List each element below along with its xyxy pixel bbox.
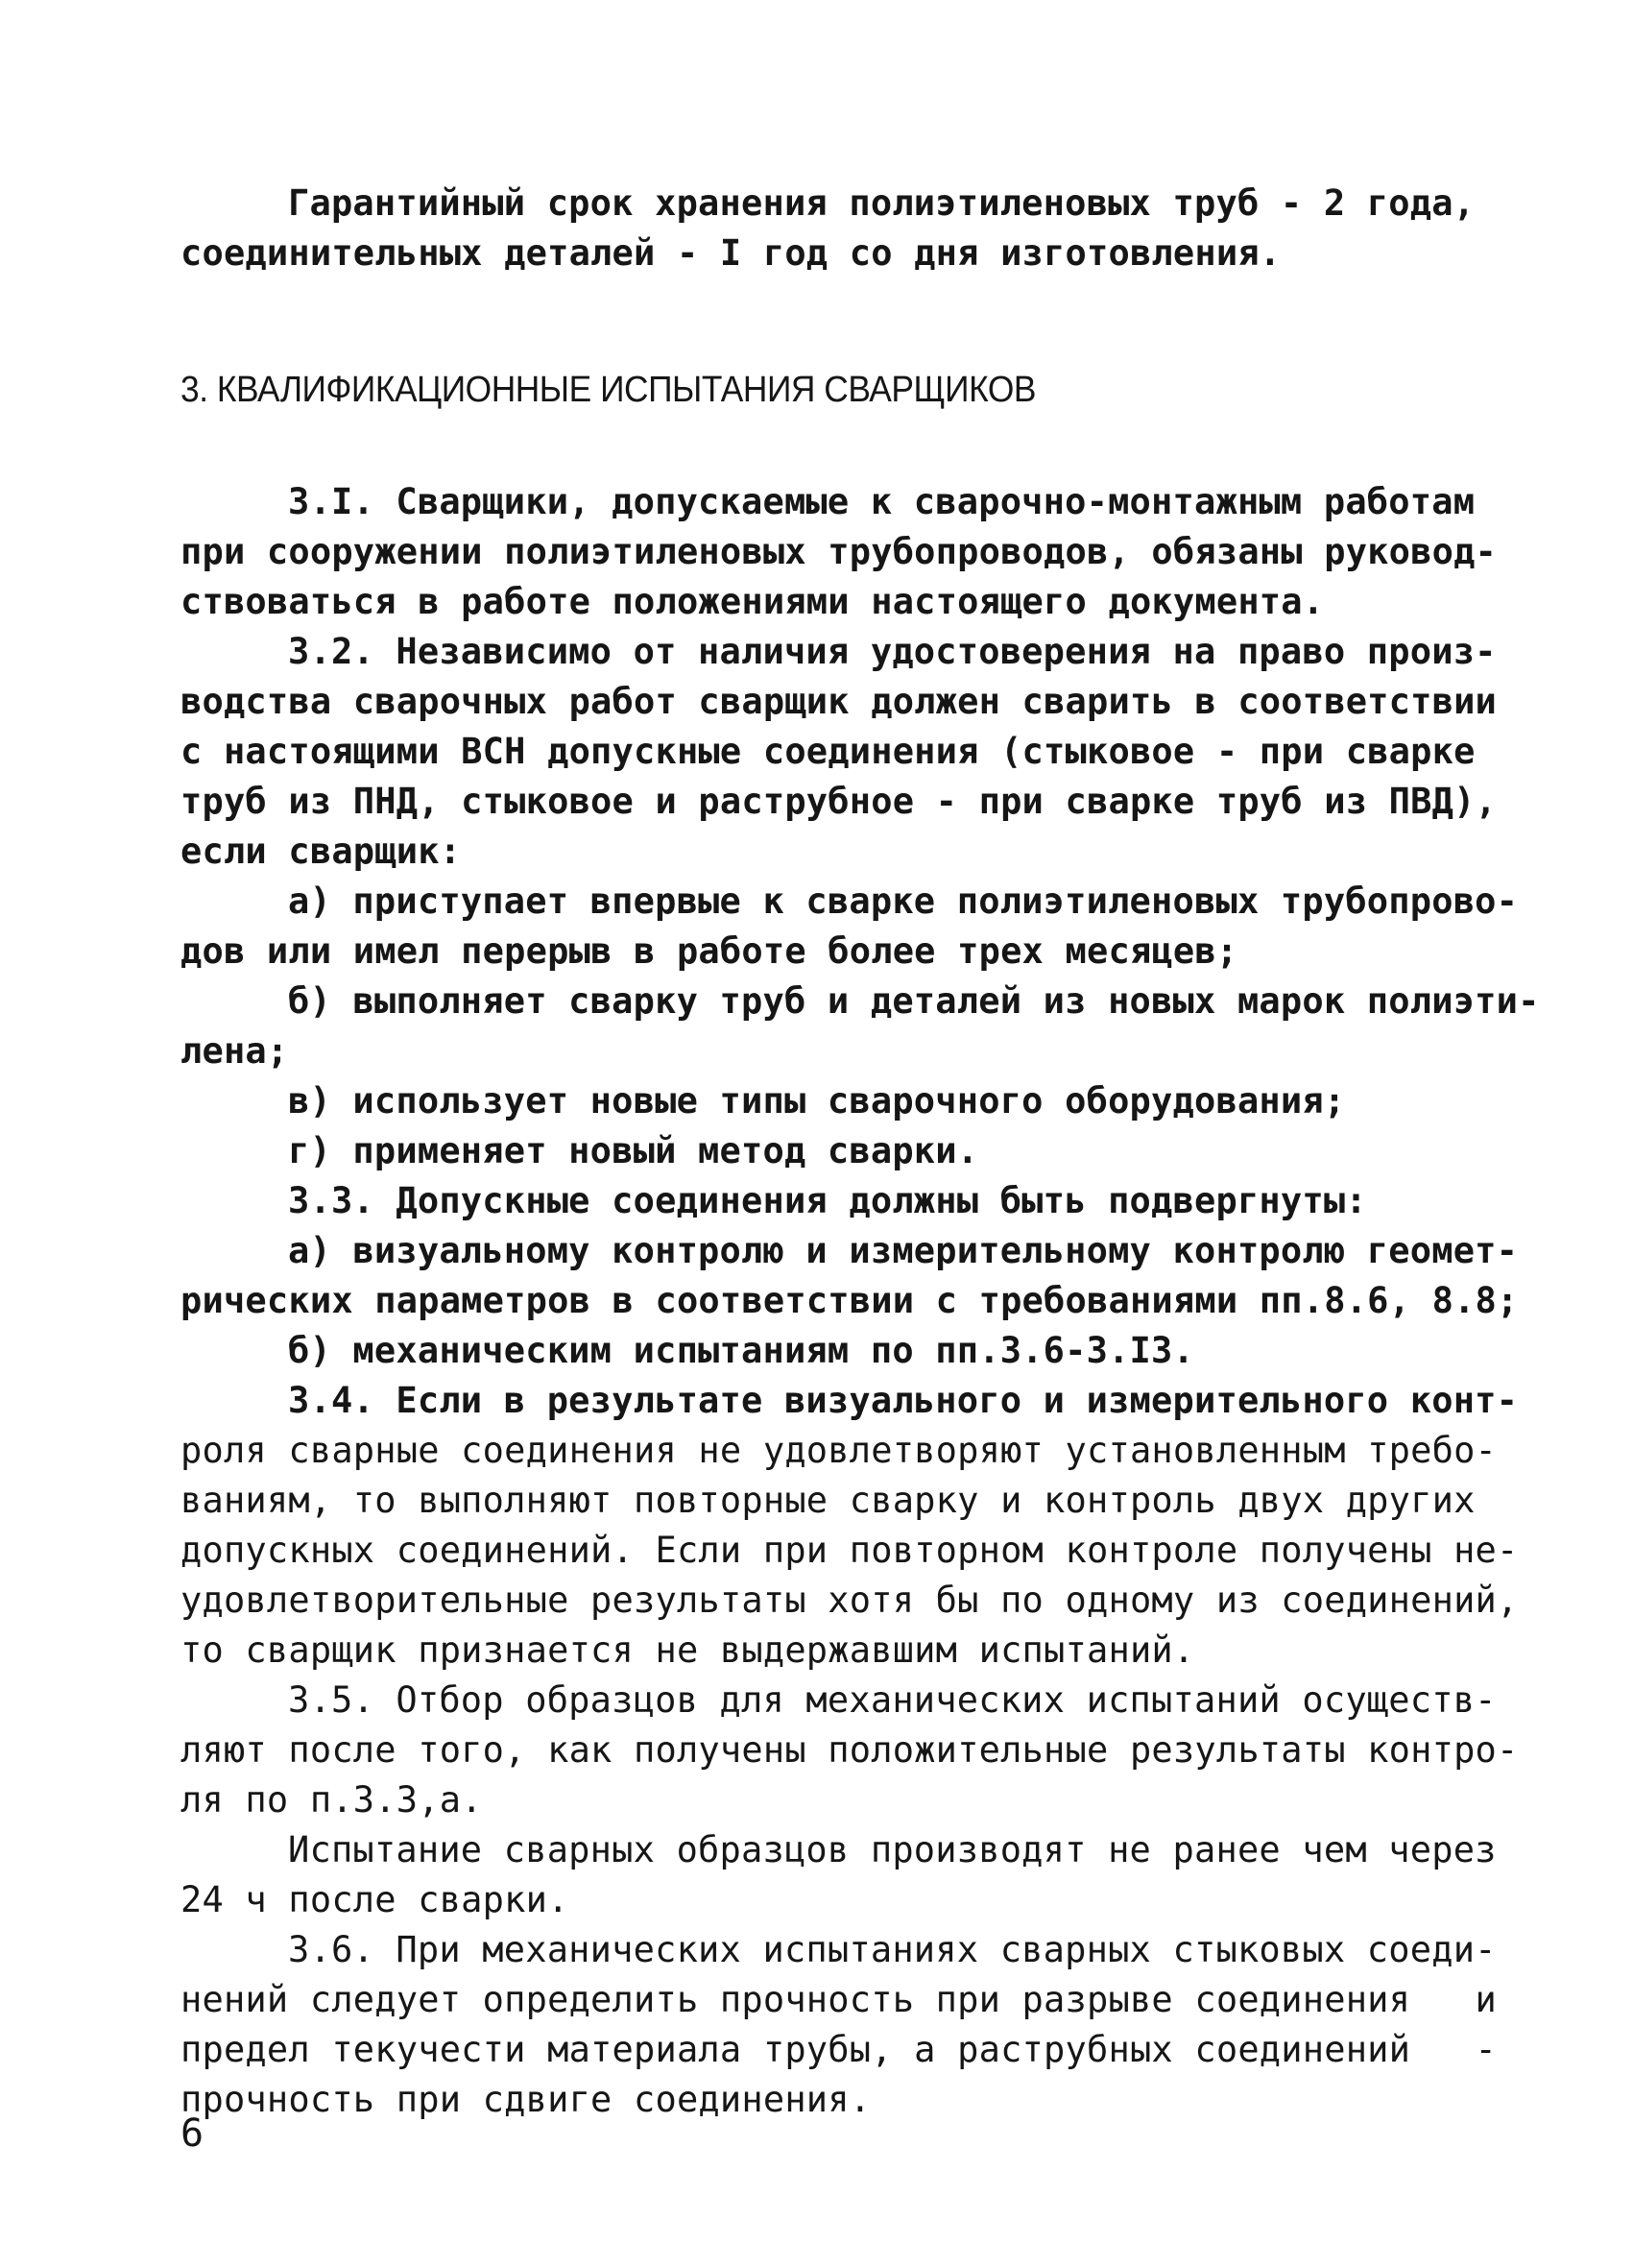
text-line: в) использует новые типы сварочного оборудования;: [288, 1080, 1346, 1122]
guarantee-line-2: соединительных деталей - I год со дня изготовления.: [180, 232, 1282, 274]
text-line: ствоваться в работе положениями настоящего документа.: [180, 581, 1325, 622]
text-line: дов или имел перерыв в работе более трех месяцев;: [180, 930, 1238, 972]
text-line: труб из ПНД, стыковое и раструбное - при сварке труб из ПВД),: [180, 781, 1498, 822]
text-line: б) выполняет сварку труб и деталей из новых марок полиэти-: [288, 980, 1540, 1022]
text-line: допускных соединений. Если при повторном контроле получены не-: [180, 1530, 1519, 1571]
text-line: 3.3. Допускные соединения должны быть подвергнуты:: [288, 1180, 1367, 1221]
guarantee-line-1: Гарантийный срок хранения полиэтиленовых труб - 2 года,: [288, 182, 1476, 224]
text-line: 3.6. При механических испытаниях сварных стыковых соеди-: [288, 1929, 1497, 1970]
text-line: Испытание сварных образцов производят не ранее чем через: [288, 1829, 1497, 1870]
text-line: г) применяет новый метод сварки.: [288, 1130, 979, 1171]
text-line: предел текучести материала трубы, а раструбных соединений -: [180, 2029, 1498, 2070]
text-line: 3.2. Независимо от наличия удостоверения на право произ-: [288, 631, 1497, 672]
text-line: 3.5. Отбор образцов для механических испытаний осуществ-: [288, 1679, 1497, 1721]
text-line: то сварщик признается не выдержавшим испытаний.: [180, 1629, 1195, 1671]
section-heading: 3. КВАЛИФИКАЦИОННЫЕ ИСПЫТАНИЯ СВАРЩИКОВ: [180, 370, 1036, 410]
text-line: ля по п.3.3,а.: [180, 1779, 483, 1821]
text-line: роля сварные соединения не удовлетворяют установленным требо-: [180, 1430, 1498, 1471]
text-line: удовлетворительные результаты хотя бы по одному из соединений,: [180, 1580, 1519, 1621]
text-line: 3.4. Если в результате визуального и измерительного конт-: [288, 1380, 1519, 1421]
text-line: прочность при сдвиге соединения.: [180, 2079, 872, 2120]
text-line: лена;: [180, 1030, 289, 1072]
text-line: при сооружении полиэтиленовых трубопроводов, обязаны руковод-: [180, 531, 1498, 572]
text-line: 24 ч после сварки.: [180, 1879, 569, 1920]
text-line: нений следует определить прочность при разрыве соединения и: [180, 1979, 1498, 2020]
text-line: водства сварочных работ сварщик должен сварить в соответствии: [180, 681, 1498, 722]
text-line: 3.I. Сварщики, допускаемые к сварочно-монтажным работам: [288, 481, 1476, 522]
text-line: ваниям, то выполняют повторные сварку и контроль двух других: [180, 1480, 1476, 1521]
text-line: с настоящими ВСН допускные соединения (стыковое - при сварке: [180, 731, 1476, 772]
text-line: если сварщик:: [180, 831, 462, 872]
text-line: а) визуальному контролю и измерительному контролю геомет-: [288, 1230, 1519, 1271]
text-line: а) приступает впервые к сварке полиэтиленовых трубопрово-: [288, 881, 1519, 922]
text-line: рических параметров в соответствии с требованиями пп.8.6, 8.8;: [180, 1280, 1519, 1321]
text-line: ляют после того, как получены положительные результаты контро-: [180, 1729, 1519, 1771]
text-line: б) механическим испытаниям по пп.3.6-3.I3.: [288, 1330, 1194, 1371]
page-number: 6: [180, 2111, 204, 2156]
